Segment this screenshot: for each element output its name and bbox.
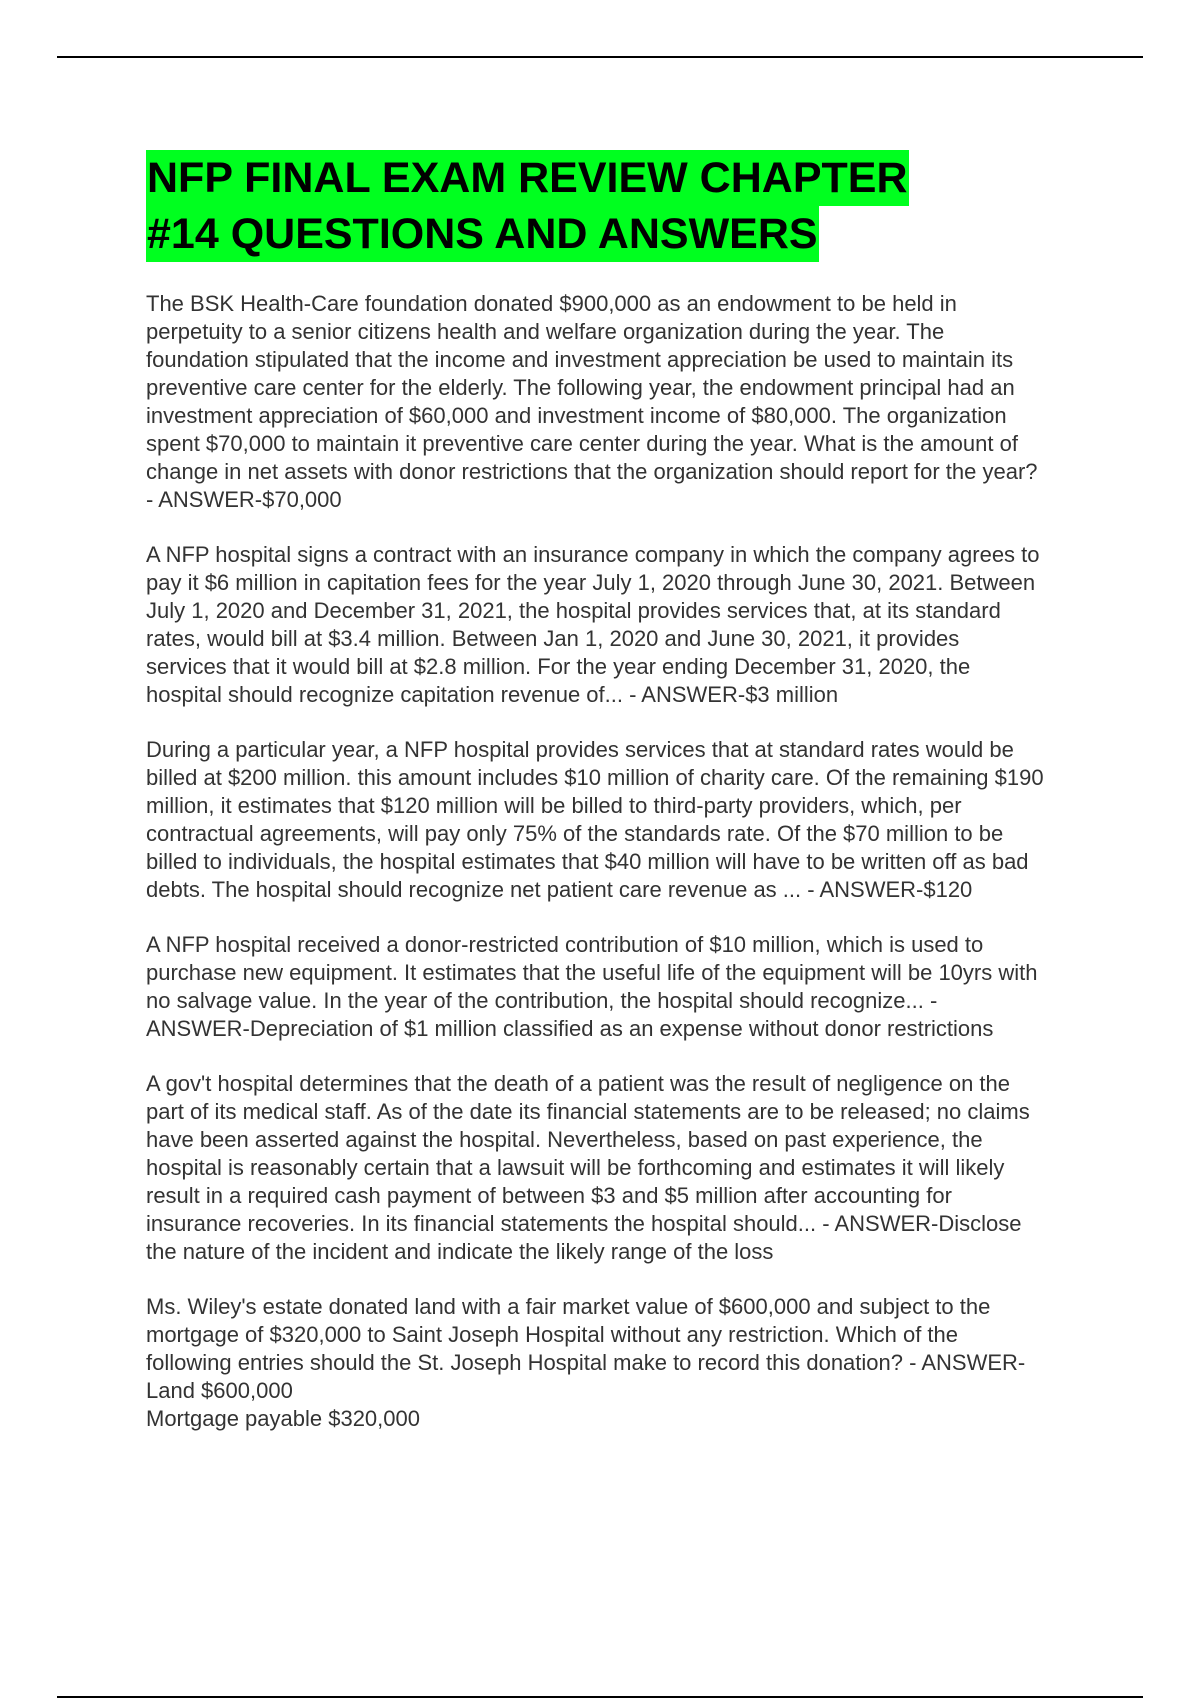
top-rule bbox=[57, 56, 1143, 58]
qa-item-3: During a particular year, a NFP hospital provides services that at standard rates would be billed at $200 million. this amount includes $10 million of charity care. Of the remaining $190 million, it estimates that $120 million will be billed to third-party providers, which, per contractual agreements, will pay only 75% of the standards rate. Of the $70 million to be billed to individuals, the hospital estimates that $40 million will have to be written off as bad debts. The hospital should recognize net patient care revenue as ... - ANSWER-$120 bbox=[146, 737, 1044, 902]
title-line-1: NFP FINAL EXAM REVIEW CHAPTER bbox=[146, 150, 909, 206]
document-body bbox=[146, 150, 1046, 1460]
bottom-rule bbox=[57, 1696, 1143, 1698]
qa-item-1: The BSK Health-Care foundation donated $900,000 as an endowment to be held in perpetuity to a senior citizens health and welfare organization during the year. The foundation stipulated that the income and investment appreciation be used to maintain its preventive care center for the elderly. The following year, the endowment principal had an investment appreciation of $60,000 and investment income of $80,000. The organization spent $70,000 to maintain it preventive care center during the year. What is the amount of change in net assets with donor restrictions that the organization should report for the year? - ANSWER-$70,000 bbox=[146, 291, 1038, 512]
title-line-2: #14 QUESTIONS AND ANSWERS bbox=[146, 206, 819, 262]
qa-item-4: A NFP hospital received a donor-restricted contribution of $10 million, which is used to purchase new equipment. It estimates that the useful life of the equipment will be 10yrs with no salvage value. In the year of the contribution, the hospital should recognize... - ANSWER-Depreciation of $1 million classified as an expense without donor restrictions bbox=[146, 932, 1038, 1041]
document-title bbox=[146, 150, 1046, 262]
qa-item-2: A NFP hospital signs a contract with an insurance company in which the company agrees to pay it $6 million in capitation fees for the year July 1, 2020 through June 30, 2021. Between July 1, 2020 and December 31, 2021, the hospital provides services that, at its standard rates, would bill at $3.4 million. Between Jan 1, 2020 and June 30, 2021, it provides services that it would bill at $2.8 million. For the year ending December 31, 2020, the hospital should recognize capitation revenue of... - ANSWER-$3 million bbox=[146, 542, 1040, 707]
qa-item-5: A gov't hospital determines that the death of a patient was the result of negligence on the part of its medical staff. As of the date its financial statements are to be released; no claims have been asserted against the hospital. Nevertheless, based on past experience, the hospital is reasonably certain that a lawsuit will be forthcoming and estimates it will likely result in a required cash payment of between $3 and $5 million after accounting for insurance recoveries. In its financial statements the hospital should... - ANSWER-Disclose the nature of the incident and indicate the likely range of the loss bbox=[146, 1071, 1030, 1264]
qa-item-6: Ms. Wiley's estate donated land with a fair market value of $600,000 and subject to the mortgage of $320,000 to Saint Joseph Hospital without any restriction. Which of the following entries should the St. Joseph Hospital make to record this donation? - ANSWER-Land $600,000 Mortgage payable $320,000 bbox=[146, 1294, 1026, 1431]
